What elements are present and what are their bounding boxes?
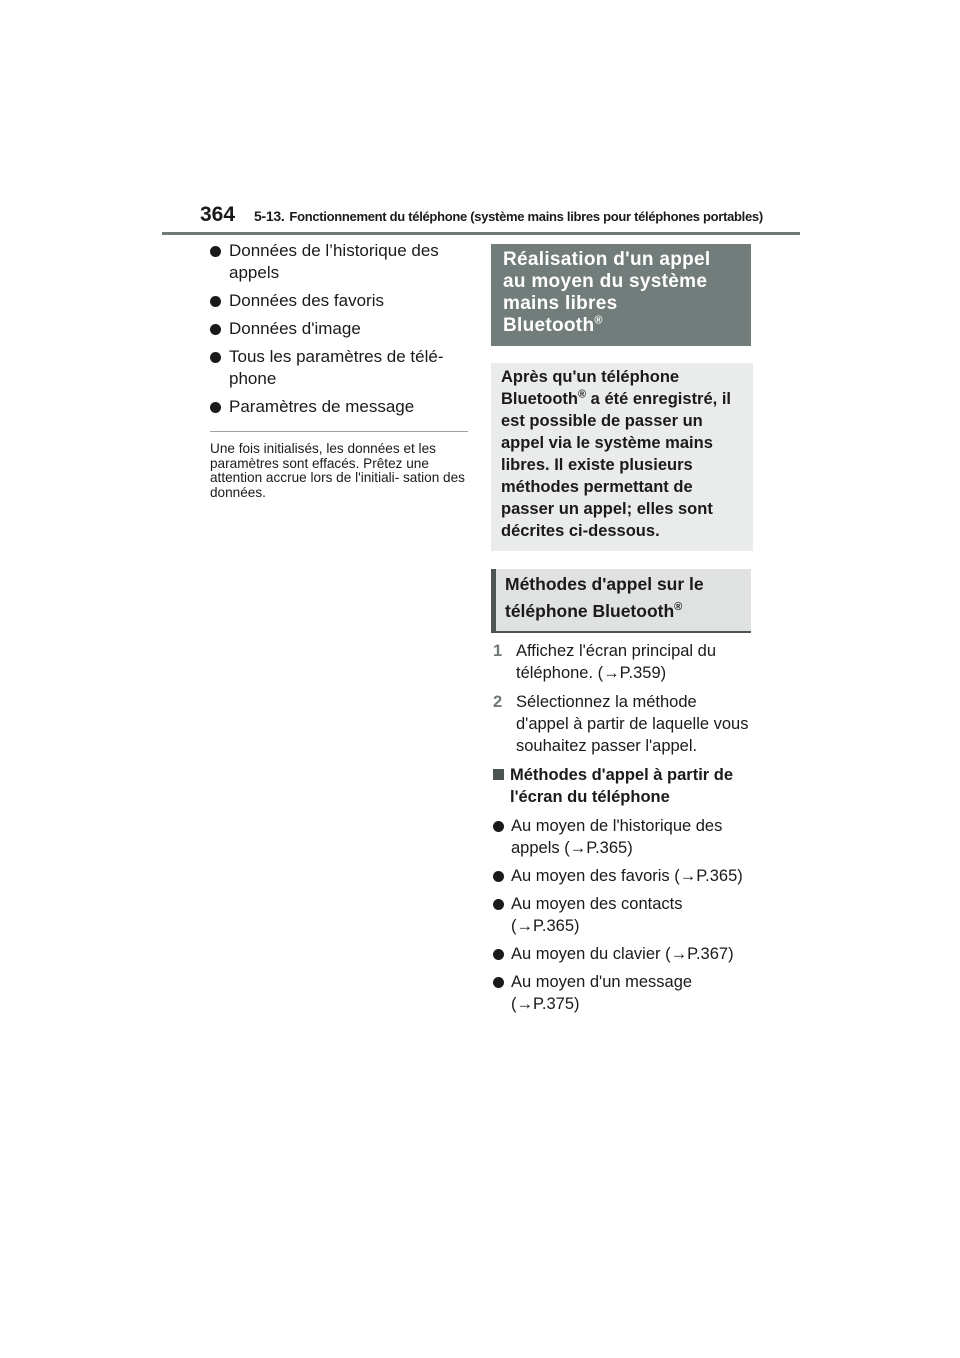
list-item: Au moyen d'un message (→P.375) — [493, 971, 751, 1015]
section-title: Fonctionnement du téléphone (système mains libres pour téléphones portables) — [289, 209, 763, 224]
list-item: Paramètres de message — [210, 396, 472, 418]
list-item: Au moyen de l'historique des appels (→P.365) — [493, 815, 751, 859]
section-number: 5-13. — [254, 208, 285, 224]
bullet-icon — [493, 949, 504, 960]
bullet-icon — [493, 977, 504, 988]
page-number: 364 — [200, 203, 236, 226]
note-divider — [210, 431, 468, 432]
list-item: Tous les paramètres de télé- phone — [210, 346, 472, 390]
list-item: Au moyen du clavier (→P.367) — [493, 943, 751, 965]
step-number: 1 — [493, 642, 503, 660]
page-reference: P.367) — [687, 945, 734, 963]
step-item: 1 Affichez l'écran principal du téléphone. (→P.359) — [493, 642, 717, 682]
list-item: Données de l’historique des appels — [210, 240, 472, 284]
page-reference: P.375) — [533, 995, 580, 1013]
registered-mark: ® — [674, 601, 683, 614]
section-title-box: Réalisation d'un appel au moyen du système mains libres Bluetooth® — [491, 244, 751, 346]
arrow-icon: → — [516, 917, 533, 935]
note-text: Une fois initialisés, les données et les paramètres sont effacés. Prêtez une attention accrue lors de l'initiali- sation des données. — [210, 441, 465, 500]
arrow-icon: → — [679, 867, 697, 885]
arrow-icon: → — [603, 664, 620, 682]
bullet-icon — [210, 352, 221, 363]
arrow-icon: → — [516, 995, 533, 1013]
section-header — [254, 208, 763, 224]
step-number: 2 — [493, 693, 503, 711]
header-rule — [162, 232, 800, 235]
intro-box: Après qu'un téléphone Bluetooth® a été enregistré, il est possible de passer un appel via le système mains libres. Il existe plusieurs méthodes permettant de passer un appel; elles sont décrites ci-dessous. — [491, 363, 753, 551]
page-reference: P.365) — [533, 917, 580, 935]
square-bullet-icon — [493, 769, 504, 780]
bullet-icon — [493, 871, 504, 882]
registered-mark: ® — [594, 314, 603, 327]
arrow-icon: → — [569, 839, 587, 857]
subheading: Méthodes d'appel sur le téléphone Bluetooth® — [491, 569, 751, 633]
method-heading: Méthodes d'appel à partir de l'écran du téléphone — [493, 764, 751, 808]
page-reference: P.365) — [696, 867, 743, 885]
right-column — [493, 640, 751, 1021]
list-item: Données d'image — [210, 318, 472, 340]
registered-mark: ® — [577, 388, 587, 401]
bullet-icon — [210, 296, 221, 307]
left-column — [210, 240, 472, 500]
list-item: Au moyen des contacts (→P.365) — [493, 893, 751, 937]
arrow-icon: → — [670, 945, 688, 963]
list-item: Au moyen des favoris (→P.365) — [493, 865, 751, 887]
page-reference: P.359) — [619, 664, 667, 682]
bullet-icon — [210, 324, 221, 335]
list-item: Données des favoris — [210, 290, 472, 312]
bullet-icon — [210, 246, 221, 257]
step-item: 2 Sélectionnez la méthode d'appel à partir de laquelle vous souhaitez passer l'appel. — [493, 693, 749, 755]
page-reference: P.365) — [586, 839, 633, 857]
bullet-icon — [493, 899, 504, 910]
bullet-icon — [493, 821, 504, 832]
bullet-icon — [210, 402, 221, 413]
